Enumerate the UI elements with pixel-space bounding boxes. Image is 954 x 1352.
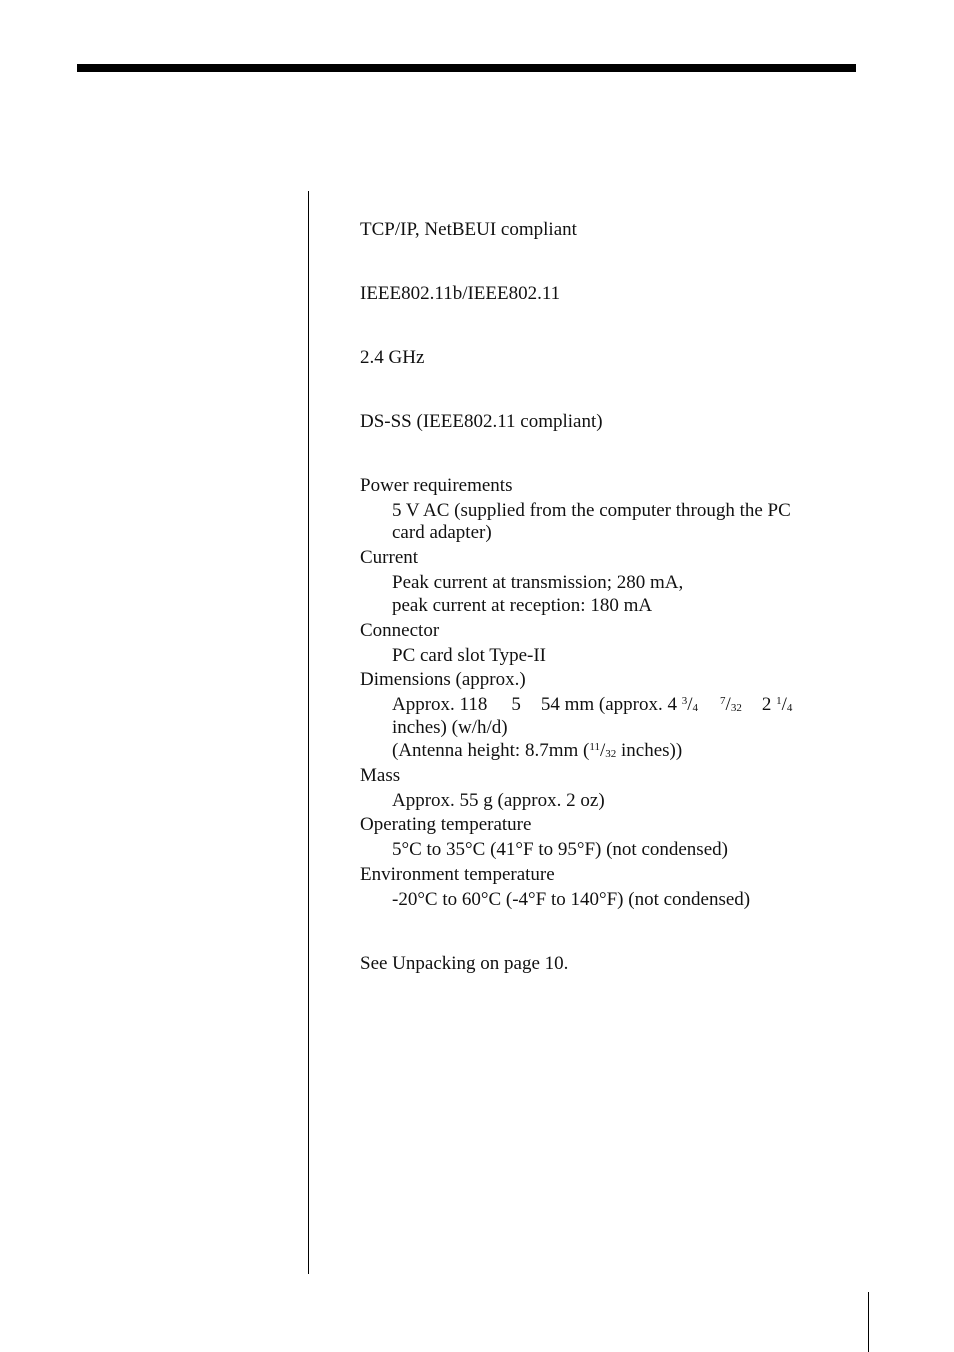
frequency-value: 2.4 GHz	[360, 347, 425, 368]
power-label: Power requirements	[360, 475, 513, 496]
protocol-value: TCP/IP, NetBEUI compliant	[360, 219, 577, 240]
antenna-prefix: (Antenna height: 8.7mm (	[392, 740, 590, 761]
antenna-fraction-denominator: 32	[605, 748, 617, 760]
current-label: Current	[360, 547, 419, 568]
depth-inch-whole: 2	[761, 694, 772, 715]
dimensions-label: Dimensions (approx.)	[360, 669, 526, 690]
mass-value: Approx. 55 g (approx. 2 oz)	[392, 790, 605, 811]
current-value-line1: Peak current at transmission; 280 mA,	[392, 572, 684, 593]
height-fraction-denominator: 32	[730, 702, 742, 714]
dimensions-height: 5	[511, 694, 521, 715]
column-divider	[308, 191, 309, 1274]
width-fraction-denominator: 4	[692, 702, 699, 714]
dimensions-approx: Approx. 118	[392, 694, 488, 715]
operating-temp-value: 5°C to 35°C (41°F to 95°F) (not condensed)	[392, 839, 728, 860]
environment-temp-value: -20°C to 60°C (-4°F to 140°F) (not condensed)	[392, 889, 751, 910]
operating-temp-label: Operating temperature	[360, 814, 532, 835]
dimensions-value-line1: Approx. 118 5 54 mm (approx. 4 $^3/_4^7/_{32}$ 2 $^1/_4$	[392, 694, 793, 715]
width-fraction-numerator: 3	[681, 695, 688, 707]
depth-fraction-denominator: 4	[786, 702, 793, 714]
page-corner-rule	[868, 1292, 869, 1352]
environment-temp-label: Environment temperature	[360, 864, 555, 885]
depth-fraction-numerator: 1	[776, 695, 782, 707]
dimensions-depth: 54 mm (approx. 4	[540, 694, 677, 715]
standard-value: IEEE802.11b/IEEE802.11	[360, 283, 561, 304]
power-value-line2: card adapter)	[392, 522, 492, 543]
dimensions-value-line2: inches) (w/h/d)	[392, 717, 508, 738]
connector-label: Connector	[360, 620, 440, 641]
antenna-suffix: inches))	[620, 740, 683, 761]
power-value-line1: 5 V AC (supplied from the computer through the PC	[392, 500, 791, 521]
current-value-line2: peak current at reception: 180 mA	[392, 595, 653, 616]
accessories-value: See Unpacking on page 10.	[360, 953, 569, 974]
antenna-fraction-numerator: 11	[589, 741, 600, 753]
height-fraction-numerator: 7	[720, 695, 726, 707]
connector-value: PC card slot Type-II	[392, 645, 546, 666]
header-rule	[77, 64, 856, 72]
modulation-value: DS-SS (IEEE802.11 compliant)	[360, 411, 603, 432]
antenna-height: (Antenna height: 8.7mm ($^{11}/_{32}$ inches))	[392, 740, 683, 761]
mass-label: Mass	[360, 765, 401, 786]
